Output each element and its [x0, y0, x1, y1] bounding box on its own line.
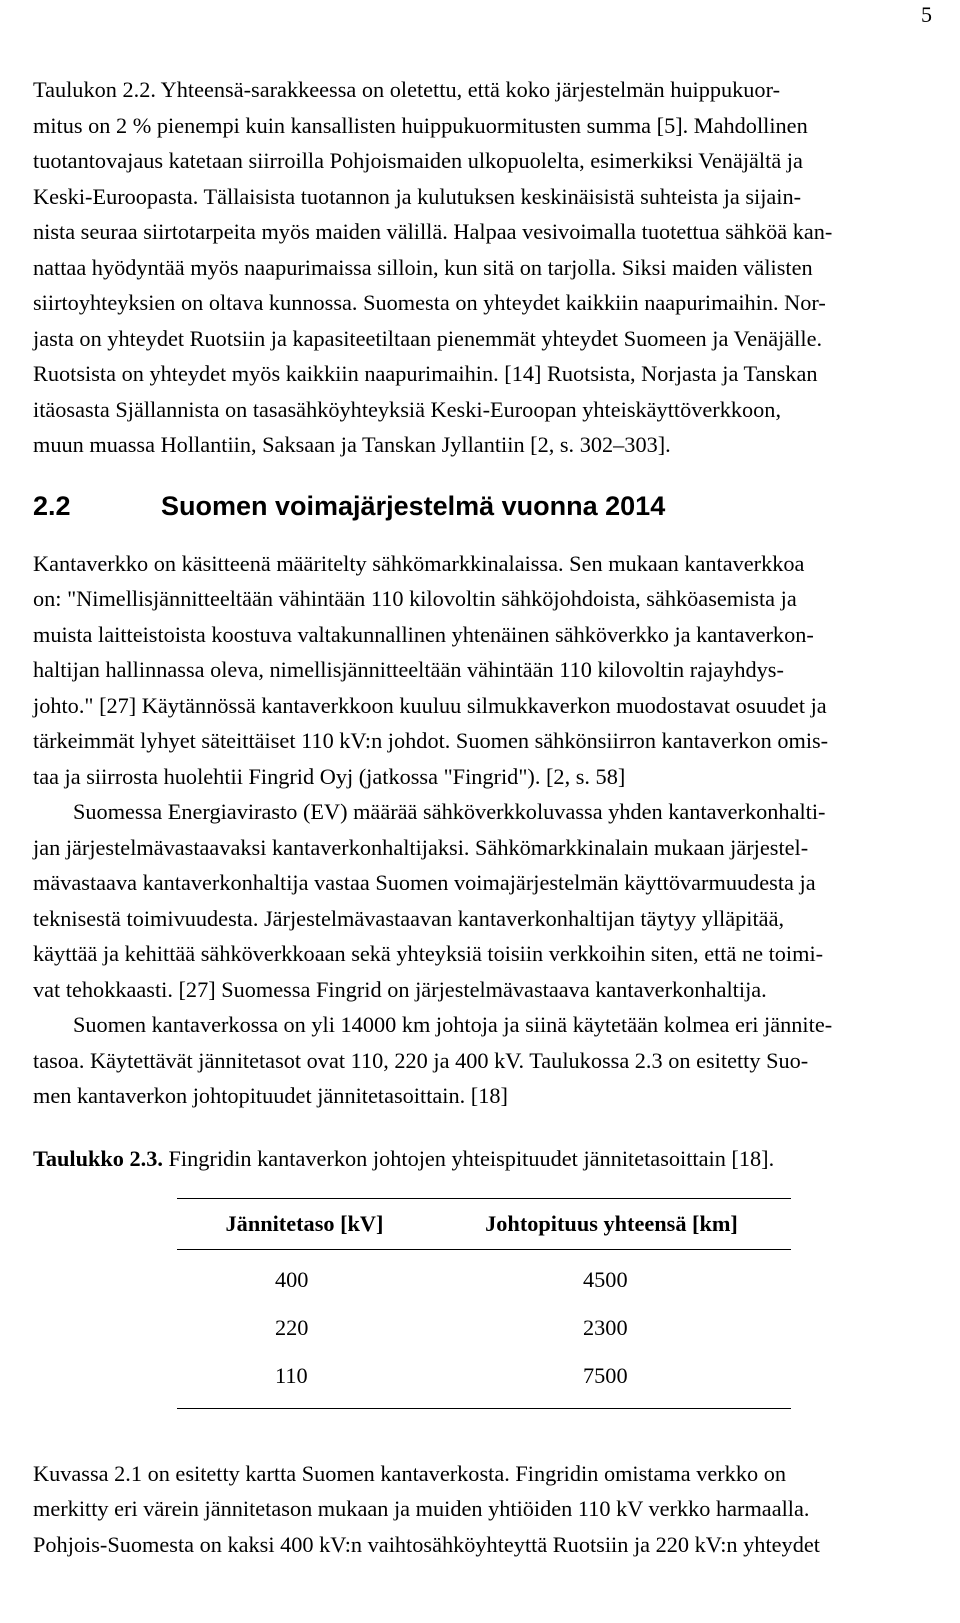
text-line: Kantaverkko on käsitteenä määritelty sähkömarkkinalaissa. Sen mukaan kantaverkkoa: [33, 550, 805, 576]
text-line: johto." [27] Käytännössä kantaverkkoon kuuluu silmukkaverkon muodostavat osuudet ja: [33, 692, 827, 718]
text-line: on: "Nimellisjännitteeltään vähintään 110 kilovoltin sähköjohdoista, sähköasemista ja: [33, 586, 797, 611]
text-line: vat tehokkaasti. [27] Suomessa Fingrid on järjestelmävastaava kantaverkonhaltija.: [33, 976, 767, 1002]
text-line: Suomen kantaverkossa on yli 14000 km johtoja ja siinä käytetään kolmea eri jännite-: [73, 1012, 833, 1037]
text-line: muun muassa Hollantiin, Saksaan ja Tanskan Jyllantiin [2, s. 302–303].: [33, 432, 671, 457]
table-caption: [33, 1144, 927, 1174]
text-line: nista seuraa siirtotarpeita myös maiden välillä. Halpaa vesivoimalla tuotettua sähköä kan-: [33, 219, 833, 244]
table-row: [177, 1304, 791, 1352]
text-line: tärkeimmät lyhyet säteittäiset 110 kV:n johdot. Suomen sähkönsiirron kantaverkon omis-: [33, 728, 829, 753]
text-line: haltijan hallinnassa oleva, nimellisjännitteeltään vähintään 110 kilovoltin rajayhdys-: [33, 657, 784, 682]
text-line: Kuvassa 2.1 on esitetty kartta Suomen kantaverkosta. Fingridin omistama verkko on: [33, 1460, 786, 1486]
text-line: nattaa hyödyntää myös naapurimaissa silloin, kun sitä on tarjolla. Siksi maiden välisten: [33, 254, 813, 280]
text-line: mävastaava kantaverkonhaltija vastaa Suomen voimajärjestelmän käyttövarmuudesta ja: [33, 870, 816, 895]
text-line: käyttää ja kehittää sähköverkkoaan sekä yhteyksiä toisiin verkkoihin siten, että ne toimi-: [33, 941, 824, 966]
paragraph-mid-0: [33, 546, 927, 795]
text-line: men kantaverkon johtopituudet jännitetasoittain. [18]: [33, 1083, 508, 1108]
text-line: jan järjestelmävastaavaksi kantaverkonhaltijaksi. Sähkömarkkinalain mukaan järjestel-: [33, 834, 809, 860]
table-row: [177, 1352, 791, 1409]
table-cell-voltage: 220: [275, 1314, 309, 1340]
section-title: Suomen voimajärjestelmä vuonna 2014: [161, 490, 666, 521]
text-line: tasoa. Käytettävät jännitetasot ovat 110, 220 ja 400 kV. Taulukossa 2.3 on esitetty Suo-: [33, 1047, 809, 1073]
table-caption-text: Fingridin kantaverkon johtojen yhteispituudet jännitetasoittain [18].: [168, 1145, 775, 1171]
paragraph-top-0: [33, 72, 927, 463]
table-caption-label: Taulukko 2.3.: [33, 1145, 163, 1171]
text-line: teknisestä toimivuudesta. Järjestelmävastaavan kantaverkonhaltijan täytyy ylläpitää,: [33, 905, 785, 931]
text-line: merkitty eri värein jännitetason mukaan ja muiden yhtiöiden 110 kV verkko harmaalla.: [33, 1496, 810, 1521]
section-heading: [33, 490, 927, 522]
text-line: jasta on yhteydet Ruotsiin ja kapasiteetiltaan pienemmät yhteydet Suomeen ja Venäjälle.: [33, 325, 823, 351]
text-line: Pohjois-Suomesta on kaksi 400 kV:n vaihtosähköyhteyttä Ruotsiin ja 220 kV:n yhteydet: [33, 1531, 820, 1557]
text-line: muista laitteistoista koostuva valtakunnallinen yhtenäinen sähköverkko ja kantaverkon-: [33, 621, 814, 647]
table-cell-voltage: 400: [275, 1266, 309, 1292]
text-line: mitus on 2 % pienempi kuin kansallisten huippukuormitusten summa [5]. Mahdollinen: [33, 112, 808, 138]
paragraph-mid-1: [33, 794, 927, 1007]
text-line: itäosasta Själlannista on tasasähköyhteyksiä Keski-Euroopan yhteiskäyttöverkkoon,: [33, 396, 782, 422]
voltage-table-wrapper: [177, 1198, 791, 1409]
table-header-voltage: Jännitetaso [kV]: [225, 1210, 384, 1236]
table-header-length: Johtopituus yhteensä [km]: [485, 1210, 738, 1236]
table-header-row: [177, 1198, 791, 1249]
text-line: Suomessa Energiavirasto (EV) määrää sähköverkkoluvassa yhden kantaverkonhalti-: [73, 799, 826, 824]
table-cell-voltage: 110: [275, 1362, 308, 1388]
text-line: Ruotsista on yhteydet myös kaikkiin naapurimaihin. [14] Ruotsista, Norjasta ja Tanskan: [33, 361, 818, 386]
table-cell-length: 2300: [583, 1314, 628, 1340]
paragraph-mid-2: [33, 1007, 927, 1114]
voltage-length-table: [177, 1198, 791, 1409]
table-cell-length: 4500: [583, 1266, 628, 1292]
section-number: 2.2: [33, 490, 71, 521]
table-cell-length: 7500: [583, 1362, 628, 1388]
text-line: Taulukon 2.2. Yhteensä-sarakkeessa on oletettu, että koko järjestelmän huippukuor-: [33, 77, 780, 102]
page-number: 5: [921, 2, 932, 27]
text-line: taa ja siirrosta huolehtii Fingrid Oyj (jatkossa "Fingrid"). [2, s. 58]: [33, 763, 626, 789]
table-row: [177, 1249, 791, 1304]
text-line: Keski-Euroopasta. Tällaisista tuotannon ja kulutuksen keskinäisistä suhteista ja sijain-: [33, 183, 802, 209]
text-line: tuotantovajaus katetaan siirroilla Pohjoismaiden ulkopuolelta, esimerkiksi Venäjältä ja: [33, 148, 803, 173]
text-line: siirtoyhteyksien on oltava kunnossa. Suomesta on yhteydet kaikkiin naapurimaihin. Nor-: [33, 290, 826, 315]
paragraph-bottom-0: [33, 1456, 927, 1563]
page-content: [33, 72, 927, 1562]
